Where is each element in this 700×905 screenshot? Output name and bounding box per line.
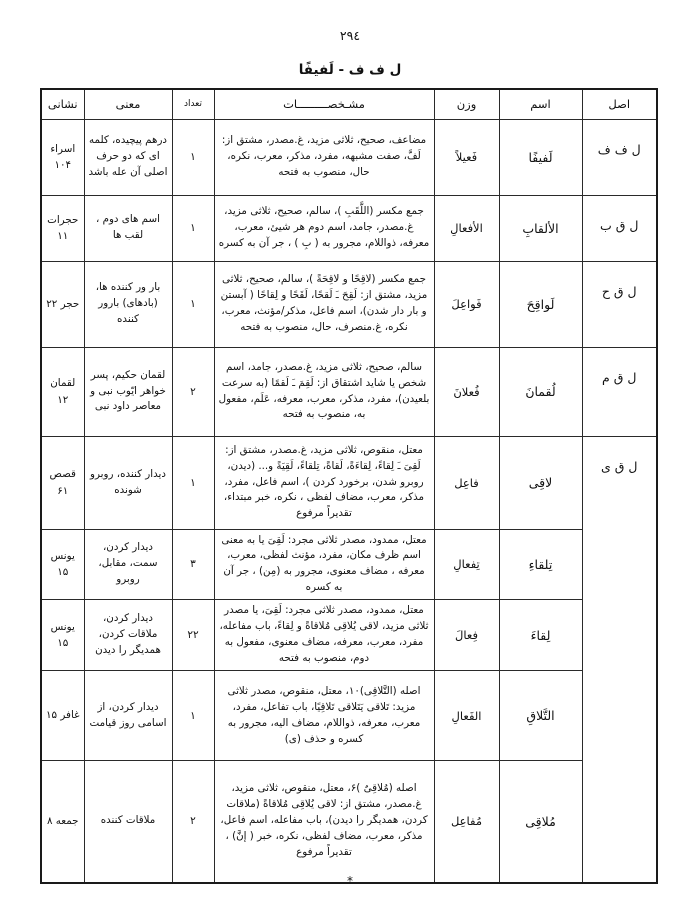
table-header — [41, 89, 657, 119]
cell-meaning: اسم های دوم ، لقب ها — [84, 195, 172, 261]
cell-count: ۳ — [172, 529, 214, 600]
header-pattern: وزن — [434, 89, 499, 119]
table-row — [41, 761, 657, 883]
cell-characteristics: معتل، ممدود، مصدر ثلاثی مجرد: لَقِیَ، یا مصدر ثلاثی مزید، لاقی یُلاقِی مُلاقاةً و لِقاءً، باب مفاعله، مفرد، معرب، معرفه، مضاف معنوی، مفعول به دوم، منصوب به فتحه — [214, 600, 434, 671]
cell-reference: یونس ۱۵ — [41, 529, 84, 600]
table-row — [41, 671, 657, 761]
page-title: ل ف ف - لَفيفًا — [298, 62, 402, 78]
cell-count: ۱ — [172, 671, 214, 761]
cell-meaning: دیدار کردن، ملاقات کردن، همدیگر را دیدن — [84, 600, 172, 671]
cell-characteristics: مضاعف، صحیح، ثلاثی مزید، غ.مصدر، مشتق از: لَفَّ، صفت مشبهه، مفرد، مذکر، معرب، نکره، حال، منصوب به فتحه — [214, 119, 434, 195]
cell-meaning: درهم پیچیده، کلمه ای که دو حرف اصلی آن عله باشد — [84, 119, 172, 195]
cell-root: ل ق م — [582, 347, 657, 436]
cell-meaning: بار ور کننده ها، (بادهای) بارور کننده — [84, 261, 172, 347]
cell-noun: لاقِی — [499, 436, 582, 529]
word-analysis-table — [40, 88, 658, 884]
cell-root: ل ق ب — [582, 195, 657, 261]
cell-noun: لَفيفًا — [499, 119, 582, 195]
cell-count: ۲۲ — [172, 600, 214, 671]
table-row — [41, 119, 657, 195]
cell-count: ۱ — [172, 261, 214, 347]
header-root: اصل — [582, 89, 657, 119]
cell-characteristics: معتل، منقوص، ثلاثی مزید، غ.مصدر، مشتق از: لَقِیَ ـَ لِقاءً، لِقاءَةً، لَقاةً، تِلقاءً، لَقِيَةً و... (دیدن، روبرو شدن، برخورد کردن )، اسم فاعل، مفرد، مذکر، معرب، مضاف لفظی ، نکره، خبر مبتداء، تقدیراً مرفوع — [214, 436, 434, 529]
header-noun: اسم — [499, 89, 582, 119]
cell-reference: حجر ۲۲ — [41, 261, 84, 347]
table-body — [41, 119, 657, 883]
table-row — [41, 436, 657, 529]
cell-characteristics: معتل، ممدود، مصدر ثلاثی مجرد: لَقِیَ یا به معنی اسم ظرف مکان، مفرد، مؤنث لفظی، معرب، معرفه ، مضاف معنوی، مجرور به (مِن) ، جر آن به کسره — [214, 529, 434, 600]
page-number: ٢٩٤ — [339, 28, 361, 43]
cell-reference: یونس ۱۵ — [41, 600, 84, 671]
cell-pattern: فِعالَ — [434, 600, 499, 671]
cell-root: ل ق ح — [582, 261, 657, 347]
header-meaning: معنی — [84, 89, 172, 119]
footnote-star: * — [347, 874, 353, 888]
cell-count: ۲ — [172, 761, 214, 883]
header-reference: نشانی — [41, 89, 84, 119]
cell-characteristics: اصله (مُلاقِیٌ )۶، معتل، منقوص، ثلاثی مزید، غ.مصدر، مشتق از: لاقی یُلاقِی مُلاقاةً (ملاقات کردن، همدیگر را دیدن)، باب مفاعله، اسم فاعل، مذکر، معرب، مضاف لفظی، نکره، خبر ( إنَّ) ، تقدیراً مرفوع — [214, 761, 434, 883]
cell-noun: الألقابِ — [499, 195, 582, 261]
cell-count: ۲ — [172, 347, 214, 436]
cell-count: ۱ — [172, 119, 214, 195]
header-row — [41, 89, 657, 119]
cell-pattern: فاعِل — [434, 436, 499, 529]
table-row — [41, 529, 657, 600]
cell-pattern: فُعلانَ — [434, 347, 499, 436]
cell-reference: لقمان ۱۲ — [41, 347, 84, 436]
cell-pattern: الفَعالِ — [434, 671, 499, 761]
header-characteristics: مشـخصـــــــــات — [214, 89, 434, 119]
cell-characteristics: جمع مکسر (لاقِحًا و لاقِحَةً )، سالم، صحیح، ثلاثی مزید، مشتق از: لَقِحَ ـَ لَقحًا، لَقَحًا و لِقاحًا ( آبستن و بار دار شدن)، اسم فاعل، مذکر/مؤنث، معرب، نکره، غ.منصرف، حال، منصوب به فتحه — [214, 261, 434, 347]
cell-reference: قصص ۶۱ — [41, 436, 84, 529]
cell-pattern: فَعيلاً — [434, 119, 499, 195]
cell-noun: لِقاءَ — [499, 600, 582, 671]
cell-pattern: تِفعالِ — [434, 529, 499, 600]
cell-characteristics: جمع مکسر (اللَّقَبِ )، سالم، صحیح، ثلاثی مزید، غ.مصدر، جامد، اسم دوم هر شیئ، معرب، معرفه، ذواللام، مجرور به ( بِ ) ، جر آن به کسره — [214, 195, 434, 261]
cell-noun: مُلاقِی — [499, 761, 582, 883]
cell-noun: تِلقاءِ — [499, 529, 582, 600]
header-count: تعداد — [172, 89, 214, 119]
cell-root: ل ف ف — [582, 119, 657, 195]
cell-root: ل ق ی — [582, 436, 657, 883]
cell-reference: اسراء ۱۰۴ — [41, 119, 84, 195]
cell-count: ۱ — [172, 195, 214, 261]
cell-reference: جمعه ۸ — [41, 761, 84, 883]
table-row — [41, 600, 657, 671]
cell-meaning: ملاقات کننده — [84, 761, 172, 883]
cell-noun: لُقمانَ — [499, 347, 582, 436]
cell-pattern: مُفاعِل — [434, 761, 499, 883]
cell-meaning: دیدار کردن، از اسامی روز قیامت — [84, 671, 172, 761]
cell-characteristics: سالم، صحیح، ثلاثی مزید، غ.مصدر، جامد، اسم شخص یا شاید اشتقاق از: لَقِمَ ـَ لَقمًا (به سرعت بلعیدن)، مفرد، مذکر، معرب، معرفه، عَلَم، مفعول به، منصوب به فتحه — [214, 347, 434, 436]
cell-noun: التَّلاقِ — [499, 671, 582, 761]
cell-characteristics: اصله (التَّلاقِی)۱۰، معتل، منقوص، مصدر ثلاثی مزید: تَلاقی یَتَلاقی تَلاقِیًا، باب تفاعل، مفرد، معرب، معرفه، ذواللام، مضاف الیه، مجرور به کسره و حذف (ی) — [214, 671, 434, 761]
cell-pattern: الأفعالِ — [434, 195, 499, 261]
cell-noun: لَواقِحَ — [499, 261, 582, 347]
cell-count: ۱ — [172, 436, 214, 529]
cell-meaning: دیدار کننده، روبرو شونده — [84, 436, 172, 529]
cell-meaning: لقمان حکیم، پسر خواهر ایّوب نبی و معاصر داود نبی — [84, 347, 172, 436]
table-row — [41, 261, 657, 347]
cell-reference: غافر ۱۵ — [41, 671, 84, 761]
table-row — [41, 347, 657, 436]
cell-meaning: دیدار کردن، سمت، مقابل، روبرو — [84, 529, 172, 600]
cell-pattern: فَواعِلَ — [434, 261, 499, 347]
table-row — [41, 195, 657, 261]
cell-reference: حجرات ۱۱ — [41, 195, 84, 261]
